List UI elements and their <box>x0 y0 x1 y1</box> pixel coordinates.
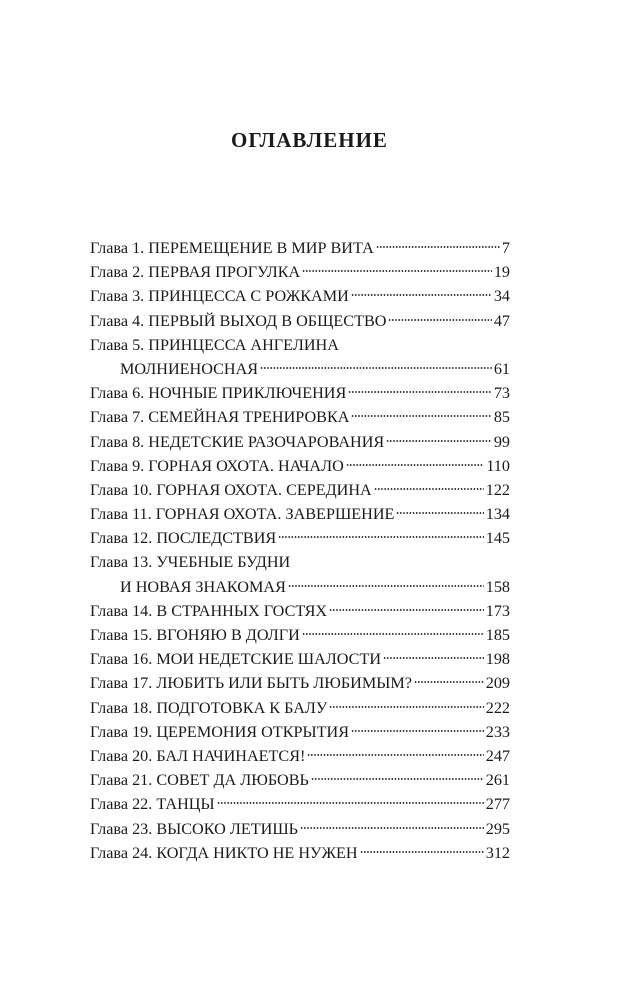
toc-entry-label: Глава 9. ГОРНАЯ ОХОТА. НАЧАЛО <box>90 456 344 475</box>
dot-leader <box>351 414 491 418</box>
dot-leader <box>311 777 484 781</box>
toc-entry <box>90 744 510 768</box>
toc-entry <box>90 841 510 865</box>
dot-leader <box>300 826 484 830</box>
toc-entry <box>90 381 510 405</box>
dot-leader <box>302 632 484 636</box>
dot-leader <box>307 753 483 757</box>
dot-leader <box>217 801 484 805</box>
toc-entry-line <box>90 696 510 720</box>
toc-entry <box>90 696 510 720</box>
toc-entry-label: Глава 2. ПЕРВАЯ ПРОГУЛКА <box>90 263 301 282</box>
toc-entry-page-number: 85 <box>493 408 510 427</box>
toc-entry-line <box>90 768 510 792</box>
table-of-contents <box>90 236 510 865</box>
dot-leader <box>388 318 491 322</box>
toc-entry-label: Глава 24. КОГДА НИКТО НЕ НУЖЕН <box>90 843 358 862</box>
toc-entry-page-number: 222 <box>485 698 510 717</box>
toc-entry <box>90 671 510 695</box>
toc-entry-line <box>90 744 510 768</box>
toc-entry-label: Глава 4. ПЕРВЫЙ ВЫХОД В ОБЩЕСТВО <box>90 311 387 330</box>
toc-entry-line <box>90 357 510 381</box>
toc-entry-line <box>90 260 510 284</box>
dot-leader <box>414 680 484 684</box>
toc-entry-page-number: 134 <box>485 505 510 524</box>
toc-entry <box>90 260 510 284</box>
toc-entry-page-number: 158 <box>485 577 510 596</box>
toc-entry-page-number: 209 <box>485 674 510 693</box>
toc-entry-label: Глава 19. ЦЕРЕМОНИЯ ОТКРЫТИЯ <box>90 722 349 741</box>
toc-entry <box>90 599 510 623</box>
toc-entry-label: Глава 18. ПОДГОТОВКА К БАЛУ <box>90 698 328 717</box>
toc-entry <box>90 502 510 526</box>
toc-entry <box>90 623 510 647</box>
dot-leader <box>351 293 492 297</box>
toc-entry <box>90 333 510 381</box>
toc-entry-page-number: 99 <box>493 432 510 451</box>
dot-leader <box>288 584 484 588</box>
toc-entry-line <box>90 381 510 405</box>
toc-entry-line <box>90 526 510 550</box>
toc-entry-page-number: 110 <box>486 456 510 475</box>
toc-entry-page-number: 247 <box>485 746 510 765</box>
toc-entry <box>90 478 510 502</box>
toc-entry <box>90 768 510 792</box>
dot-leader <box>346 463 485 467</box>
toc-entry-label: Глава 22. ТАНЦЫ <box>90 795 215 814</box>
dot-leader <box>278 535 484 539</box>
toc-entry-label: Глава 11. ГОРНАЯ ОХОТА. ЗАВЕРШЕНИЕ <box>90 505 395 524</box>
toc-entry-label: Глава 6. НОЧНЫЕ ПРИКЛЮЧЕНИЯ <box>90 384 347 403</box>
toc-entry <box>90 454 510 478</box>
toc-entry-page-number: 185 <box>485 626 510 644</box>
toc-entry-line <box>90 575 510 599</box>
toc-entry-page-number: 277 <box>485 795 510 814</box>
toc-entry-label-continuation: МОЛНИЕНОСНАЯ <box>120 359 259 378</box>
dot-leader <box>351 729 484 733</box>
page-title: ОГЛАВЛЕНИЕ <box>231 128 388 152</box>
toc-entry-label: Глава 15. ВГОНЯЮ В ДОЛГИ <box>90 626 300 644</box>
toc-entry-label: Глава 20. БАЛ НАЧИНАЕТСЯ! <box>90 746 306 765</box>
toc-entry-line <box>90 236 510 260</box>
dot-leader <box>260 366 492 370</box>
toc-entry <box>90 720 510 744</box>
toc-entry-line <box>90 599 510 623</box>
toc-entry-page-number: 312 <box>485 843 510 862</box>
dot-leader <box>329 705 483 709</box>
dot-leader <box>376 245 500 249</box>
toc-entry-label: Глава 10. ГОРНАЯ ОХОТА. СЕРЕДИНА <box>90 480 372 499</box>
toc-entry-page-number: 34 <box>493 287 510 306</box>
dot-leader <box>302 269 492 273</box>
toc-entry <box>90 405 510 429</box>
dot-leader <box>383 656 484 660</box>
dot-leader <box>360 850 484 854</box>
toc-entry <box>90 647 510 671</box>
toc-entry <box>90 526 510 550</box>
toc-entry-label: Глава 3. ПРИНЦЕССА С РОЖКАМИ <box>90 287 349 306</box>
toc-entry-line <box>90 623 510 647</box>
toc-entry-label: Глава 12. ПОСЛЕДСТВИЯ <box>90 529 277 548</box>
dot-leader <box>329 608 484 612</box>
toc-entry-page-number: 7 <box>501 239 510 257</box>
dot-leader <box>396 511 483 515</box>
toc-entry-label: Глава 21. СОВЕТ ДА ЛЮБОВЬ <box>90 771 309 790</box>
toc-entry-page-number: 122 <box>485 480 510 499</box>
toc-entry <box>90 309 510 333</box>
toc-entry-line <box>90 720 510 744</box>
toc-entry-line <box>90 430 510 454</box>
toc-entry-line <box>90 671 510 695</box>
toc-entry-label: Глава 5. ПРИНЦЕССА АНГЕЛИНА <box>90 335 339 354</box>
toc-entry-line <box>90 478 510 502</box>
toc-entry-label: Глава 23. ВЫСОКО ЛЕТИШЬ <box>90 819 298 838</box>
toc-entry-page-number: 295 <box>485 819 510 838</box>
toc-entry-line <box>90 647 510 671</box>
toc-entry-label: Глава 13. УЧЕБНЫЕ БУДНИ <box>90 553 291 572</box>
toc-entry-line <box>90 792 510 816</box>
dot-leader <box>386 439 492 443</box>
toc-entry-page-number: 198 <box>485 650 510 669</box>
toc-entry-line <box>90 841 510 865</box>
toc-entry <box>90 792 510 816</box>
toc-entry-line <box>90 817 510 841</box>
toc-entry <box>90 430 510 454</box>
toc-entry-page-number: 233 <box>485 722 510 741</box>
toc-entry-line <box>90 284 510 308</box>
toc-entry-label: Глава 1. ПЕРЕМЕЩЕНИЕ В МИР ВИТА <box>90 239 374 257</box>
toc-entry-label-continuation: И НОВАЯ ЗНАКОМАЯ <box>120 577 286 596</box>
toc-entry <box>90 284 510 308</box>
toc-entry-page-number: 19 <box>493 263 510 282</box>
toc-entry-label: Глава 16. МОИ НЕДЕТСКИЕ ШАЛОСТИ <box>90 650 382 669</box>
toc-entry-page-number: 261 <box>485 771 510 790</box>
toc-entry-page-number: 145 <box>485 529 510 548</box>
toc-entry-label: Глава 14. В СТРАННЫХ ГОСТЯХ <box>90 601 328 620</box>
toc-entry-line <box>90 502 510 526</box>
toc-entry-page-number: 47 <box>493 311 510 330</box>
dot-leader <box>348 390 492 394</box>
toc-entry <box>90 550 510 598</box>
toc-entry-label: Глава 17. ЛЮБИТЬ ИЛИ БЫТЬ ЛЮБИМЫМ? <box>90 674 412 693</box>
toc-entry <box>90 817 510 841</box>
toc-entry <box>90 236 510 260</box>
toc-entry-page-number: 73 <box>493 384 510 403</box>
toc-entry-label: Глава 8. НЕДЕТСКИЕ РАЗОЧАРОВАНИЯ <box>90 432 385 451</box>
toc-entry-page-number: 173 <box>485 601 510 620</box>
toc-entry-label: Глава 7. СЕМЕЙНАЯ ТРЕНИРОВКА <box>90 408 350 427</box>
toc-entry-line <box>90 405 510 429</box>
dot-leader <box>374 487 484 491</box>
toc-entry-line <box>90 309 510 333</box>
toc-entry-line <box>90 454 510 478</box>
toc-entry-page-number: 61 <box>493 359 510 378</box>
